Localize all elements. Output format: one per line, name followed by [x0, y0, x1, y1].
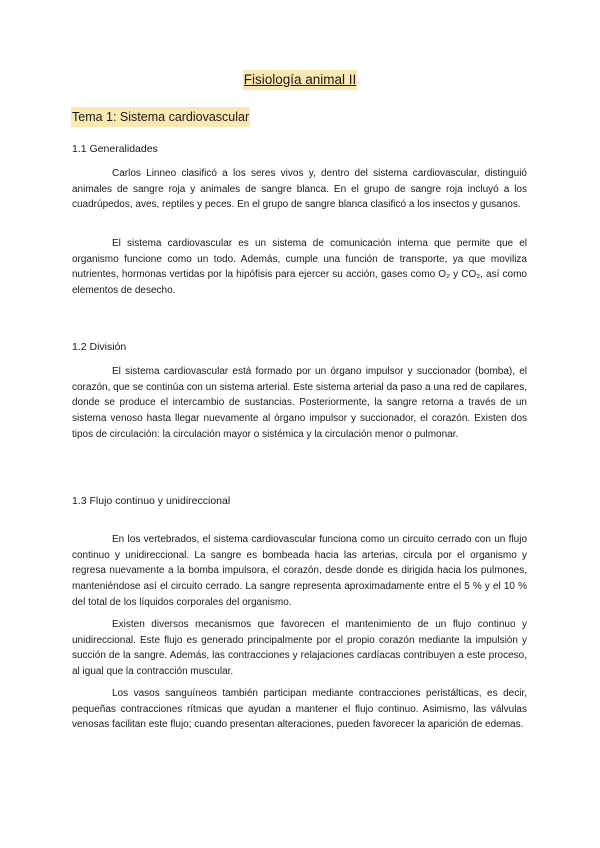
paragraph: Los vasos sanguíneos también participan mediante contracciones peristálticas, es decir, pequeñas contracciones rítmicas que ayudan a mantener el flujo continuo. Asimismo, las válvulas venosas facilitan este flujo; cuando presentan alteraciones, pueden favorecer la aparición de edemas. — [72, 688, 527, 731]
paragraph: En los vertebrados, el sistema cardiovascular funciona como un circuito cerrado con un flujo continuo y unidireccional. La sangre es bombeada hacia las arterias, circula por el organismo y regresa nuevamente a la bomba impulsora, el corazón, desde donde es dirigida hacia los pulmones, manteniéndose así el circuito cerrado. La sangre representa aproximadamente entre el 5 % y el 10 % del total de los líquidos corporales del organismo. — [72, 534, 527, 608]
section-heading-generalidades: 1.1 Generalidades — [72, 143, 158, 155]
paragraph: Existen diversos mecanismos que favorecen el mantenimiento de un flujo continuo y unidireccional. Este flujo es generado principalmente por el propio corazón mediante la impulsión y succión de la sangre. Además, las contracciones y relajaciones cardíacas contribuyen a este proceso, al igual que la contracción muscular. — [72, 619, 527, 678]
paragraph: El sistema cardiovascular es un sistema de comunicación interna que permite que el organismo funcione como un todo. Además, cumple una función de transporte, ya que moviliza nutrientes, hormonas vertidas por la hipófisis para ejercer su acción, gases como O₂ y CO₂, así como elementos de desecho. — [72, 238, 527, 297]
section-heading-flujo: 1.3 Flujo continuo y unidireccional — [72, 495, 231, 507]
topic-heading: Tema 1: Sistema cardiovascular — [71, 107, 250, 127]
paragraph: Carlos Linneo clasificó a los seres vivos y, dentro del sistema cardiovascular, distinguió animales de sangre roja y animales de sangre blanca. En el grupo de sangre roja incluyó a los cuadrúpedos, aves, reptiles y peces. En el grupo de sangre blanca clasificó a los insectos y gusanos. — [72, 168, 527, 211]
title-container — [0, 70, 600, 90]
document-title: Fisiología animal II — [243, 70, 358, 90]
section-heading-division: 1.2 División — [72, 341, 127, 353]
paragraph: El sistema cardiovascular está formado por un órgano impulsor y succionador (bomba), el corazón, que se continúa con un sistema arterial. Este sistema arterial da paso a una red de capilares, donde se produce el intercambio de sustancias. Posteriormente, la sangre retorna a través de un sistema venoso hasta llegar nuevamente al órgano impulsor y succionador, el corazón. Existen dos tipos de circulación: la circulación mayor o sistémica y la circulación menor o pulmonar. — [72, 366, 527, 440]
